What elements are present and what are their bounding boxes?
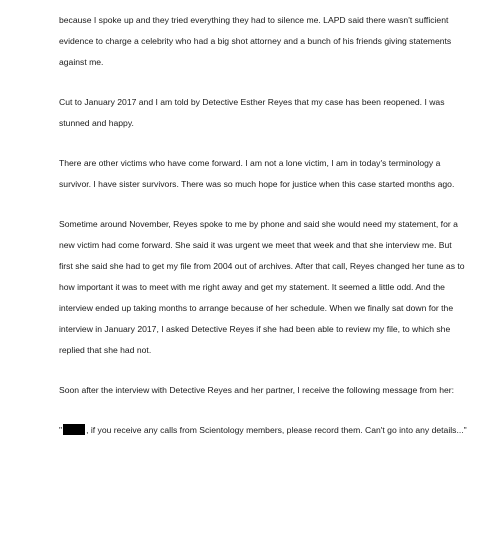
paragraph-2: Cut to January 2017 and I am told by Detective Esther Reyes that my case has been reopened. I was stunned and happy. bbox=[59, 97, 445, 128]
paragraph-3: There are other victims who have come forward. I am not a lone victim, I am in today's terminology a survivor. I have sister survivors. There was so much hope for justice when this case started months ago. bbox=[59, 158, 455, 189]
quote-text: , if you receive any calls from Scientology members, please record them. Can't go into any details..." bbox=[86, 425, 467, 435]
paragraph-4: Sometime around November, Reyes spoke to me by phone and said she would need my statement, for a new victim had come forward. She said it was urgent we meet that week and that she interview me. But first she said she had to get my file from 2004 out of archives. After that call, Reyes changed her tune as to how important it was to meet with me right away and get my statement. It seemed a little odd. And the interview ended up taking months to arrange because of her schedule. When we finally sat down for the interview in January 2017, I asked Detective Reyes if she had been able to review my file, to which she replied that she had not. bbox=[59, 219, 465, 355]
paragraph-1: because I spoke up and they tried everything they had to silence me. LAPD said there wasn't sufficient evidence to charge a celebrity who had a big shot attorney and a bunch of his friends giving statements against me. bbox=[59, 15, 452, 67]
quote-open-mark: " bbox=[59, 425, 63, 435]
quoted-message bbox=[59, 420, 467, 441]
paragraph-5: Soon after the interview with Detective Reyes and her partner, I receive the following message from her: bbox=[59, 385, 455, 395]
redaction-block bbox=[63, 424, 85, 435]
